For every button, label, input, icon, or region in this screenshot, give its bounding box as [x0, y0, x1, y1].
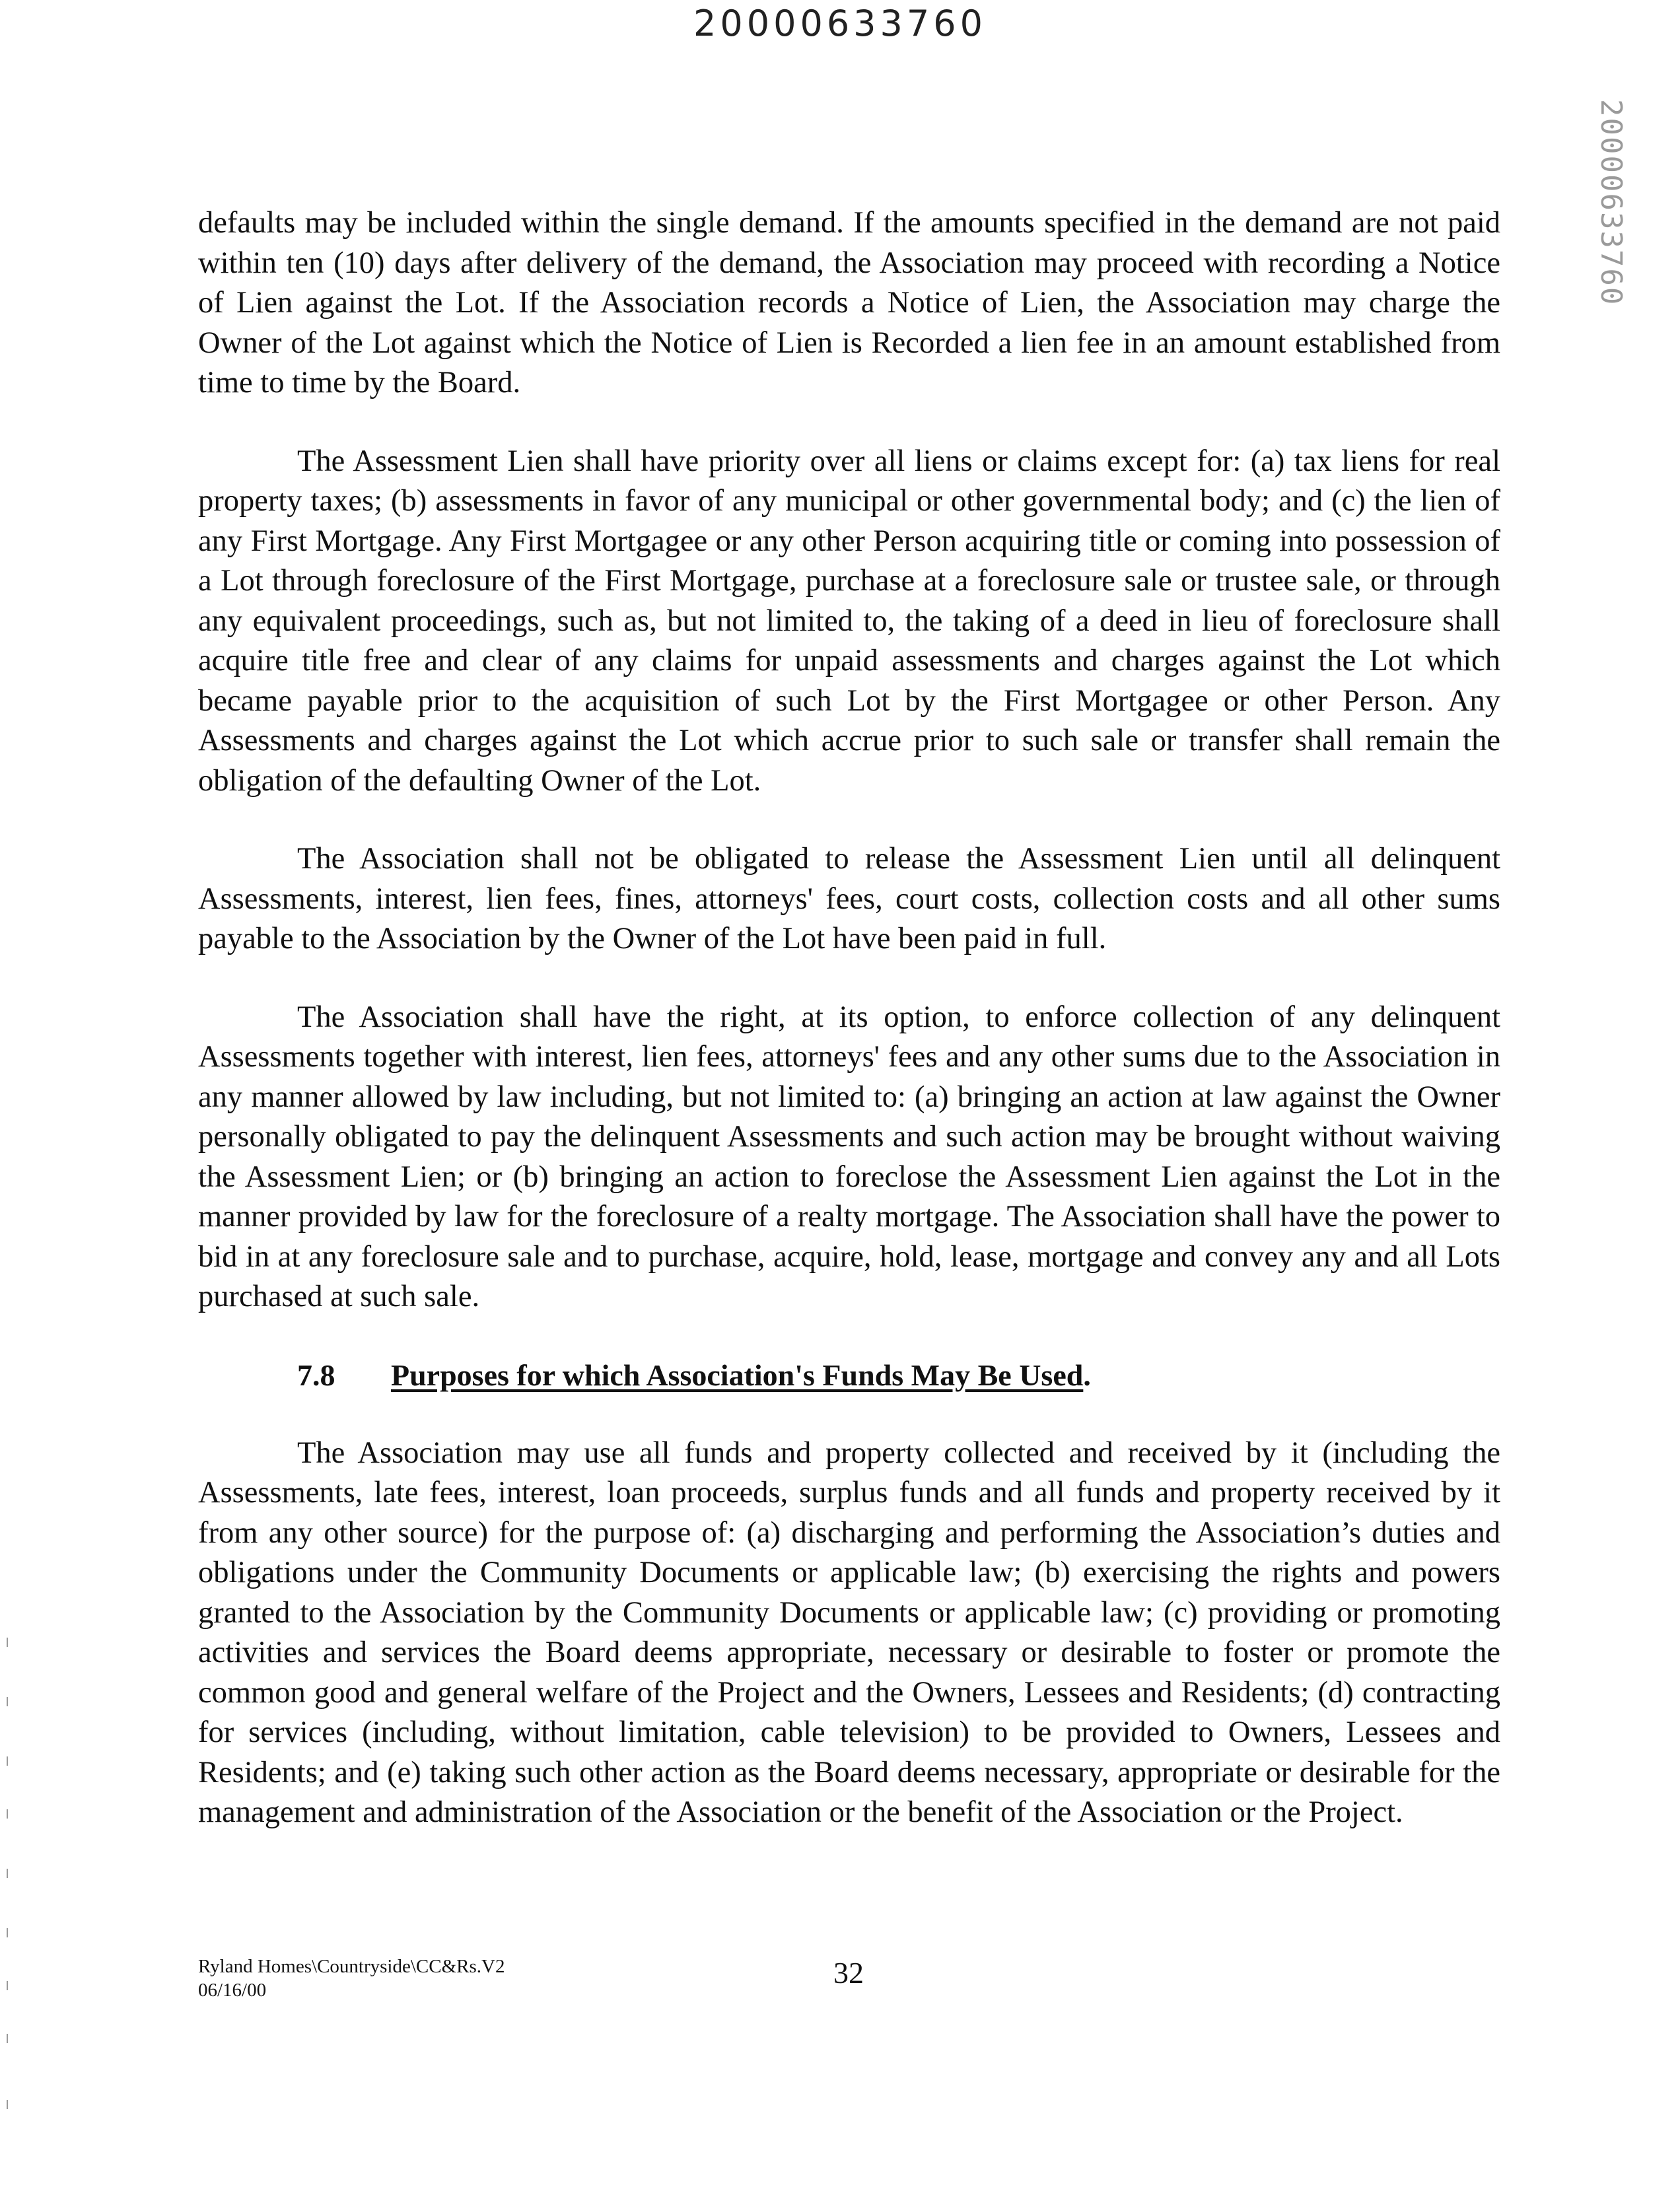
paragraph-funds-use: The Association may use all funds and property collected and received by it (including the Assessments, late fees, interest, loan proceeds, surplus funds and all funds and property received by it from any other source) for the purpose of: (a) discharging and performing the Association’s duties and obligations under the Community Documents or applicable law; (b) exercising the rights and powers granted to the Association by the Community Documents or applicable law; (c) providing or promoting activities and services the Board deems appropriate, necessary or desirable to foster or promote the common good and general welfare of the Project and the Owners, Lessees and Residents; (d) contracting for services (including, without limitation, cable television) to be provided to Owners, Lessees and Residents; and (e) taking such other action as the Board deems necessary, appropriate or desirable for the management and administration of the Association or the benefit of the Association or the Project.: [198, 1436, 1500, 1829]
paragraph-enforcement: The Association shall have the right, at its option, to enforce collection of any delinquent Assessments together with interest, lien fees, attorneys' fees and any other sums due to the Association in any manner allowed by law including, but not limited to: (a) bringing an action at law against the Owner personally obligated to pay the delinquent Assessments and such action may be brought without waiving the Assessment Lien; or (b) bringing an action to foreclose the Assessment Lien against the Lot in the manner provided by law for the foreclosure of a realty mortgage. The Association shall have the power to bid in at any foreclosure sale and to purchase, acquire, hold, lease, mortgage and convey any and all Lots purchased at such sale.: [198, 1000, 1500, 1313]
footer-date: 06/16/00: [198, 1980, 267, 2001]
paragraph-lien-release: The Association shall not be obligated to release the Assessment Lien until all delinquent Assessments, interest, lien fees, fines, attorneys' fees, court costs, collection costs and all other sums payable to the Association by the Owner of the Lot have been paid in full.: [198, 842, 1500, 955]
footer-file-path: Ryland Homes\Countryside\CC&Rs.V2: [198, 1956, 505, 1977]
scan-margin-marks: [7, 1638, 12, 2166]
page-body: [198, 203, 1500, 1833]
side-stamp: 20000633760: [1594, 99, 1628, 306]
section-number: 7.8: [297, 1358, 335, 1392]
section-title: Purposes for which Association's Funds May Be Used: [391, 1358, 1084, 1392]
section-heading: [198, 1356, 1500, 1395]
page-number: 32: [833, 1956, 864, 1990]
footer-file-info: [198, 1955, 505, 2002]
section-title-wrap: [391, 1356, 1091, 1395]
paragraph-lien-priority: The Assessment Lien shall have priority over all liens or claims except for: (a) tax liens for real property taxes; (b) assessments in favor of any municipal or other governmental body; and (c) the lien of any First Mortgage. Any First Mortgagee or any other Person acquiring title or coming into possession of a Lot through foreclosure of the First Mortgage, purchase at a foreclosure sale or trustee sale, or through any equivalent proceedings, such as, but not limited to, the taking of a deed in lieu of foreclosure shall acquire title free and clear of any claims for unpaid assessments and charges against the Lot which became payable prior to the acquisition of such Lot by the First Mortgagee or other Person. Any Assessments and charges against the Lot which accrue prior to such sale or transfer shall remain the obligation of the defaulting Owner of the Lot.: [198, 444, 1500, 798]
paragraph-lien-demand: defaults may be included within the single demand. If the amounts specified in the demand are not paid within ten (10) days after delivery of the demand, the Association may proceed with recording a Notice of Lien against the Lot. If the Association records a Notice of Lien, the Association may charge the Owner of the Lot against which the Notice of Lien is Recorded a lien fee in an amount established from time to time by the Board.: [198, 206, 1500, 399]
document-number: 20000633760: [693, 3, 987, 44]
section-title-suffix: .: [1083, 1358, 1091, 1392]
